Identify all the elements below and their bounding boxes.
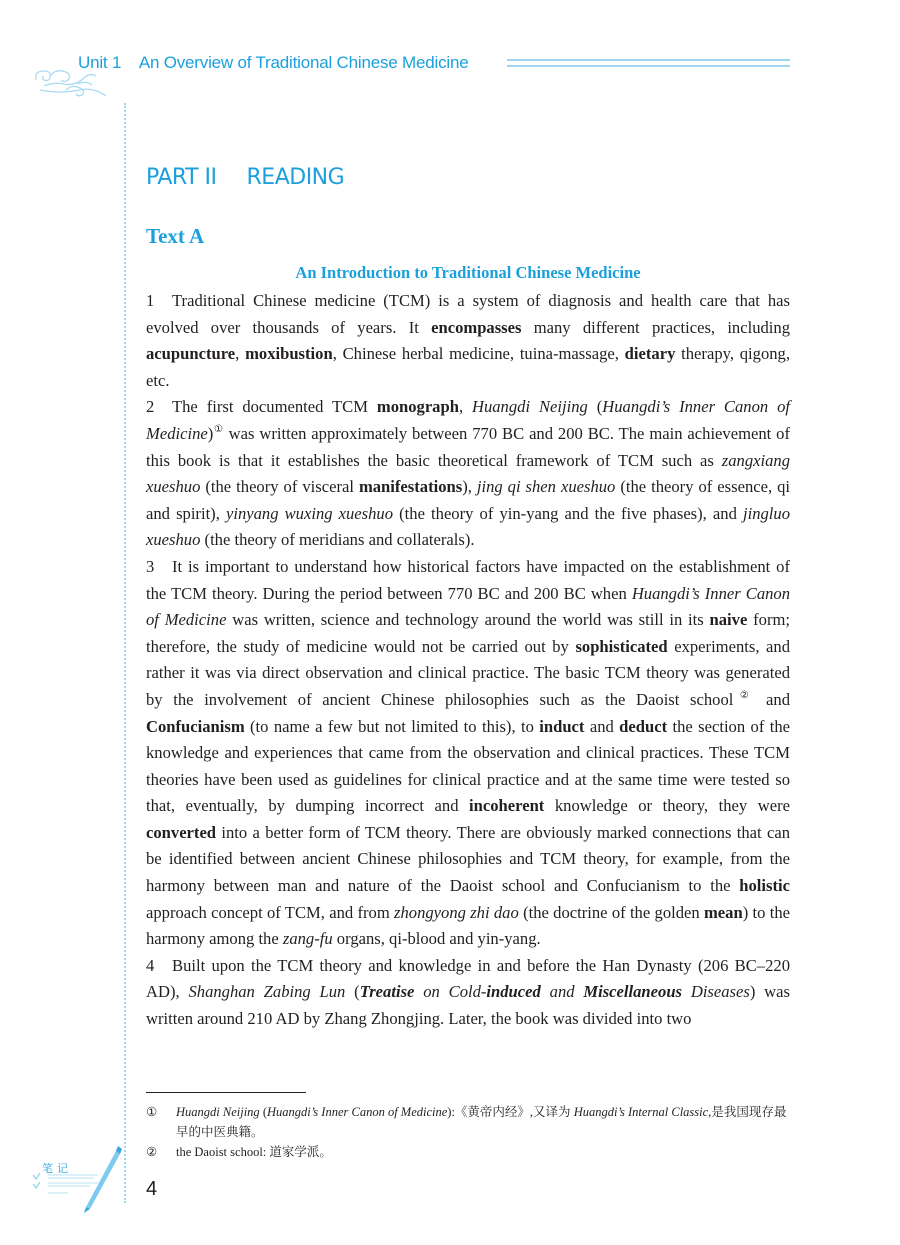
italic-term: zhongyong zhi dao <box>394 902 519 922</box>
vocab-term: Confucianism <box>146 716 245 736</box>
vocab-term: Treatise <box>359 982 415 1002</box>
footnote-mark: ② <box>146 1145 158 1159</box>
footnote-ref[interactable]: ② <box>733 689 756 701</box>
italic-term: zang-fu <box>282 929 333 949</box>
vocab-term: holistic <box>739 876 790 896</box>
italic-term: jingluo xueshuo <box>146 503 791 550</box>
part-heading <box>146 165 344 190</box>
paragraph: 3 It is important to understand how historical factors have impacted on the establishment of the TCM theory. During the period between 770 BC and 200 BC when Huangdi’s Inner Canon of Medicine was written, science and technology around the world was still in its naive form; therefore, the study of medicine would not be carried out by sophisticated experiments, and rather it was via direct observation and clinical practice. The basic TCM theory was generated by the involvement of ancient Chinese philosophies such as the Daoist school② and Confucianism (to name a few but not limited to this), to induct and deduct the section of the knowledge and experiences that came from the observation and clinical practices. These TCM theories have been used as guidelines for clinical practice and at the same time were tested so that, eventually, by dumping incorrect and incoherent knowledge or theory, they were converted into a better form of TCM theory. There are obviously marked connections that can be identified between ancient Chinese philosophies and TCM theory, for example, from the harmony between man and nature of the Daoist school and Confucianism to the holistic approach concept of TCM, and from zhongyong zhi dao (the doctrine of the golden mean) to the harmony among the zang-fu organs, qi-blood and yin-yang. <box>146 554 790 953</box>
vocab-term: moxibustion <box>245 344 333 364</box>
italic-term: Shanghan Zabing Lun <box>188 982 346 1002</box>
italic-term: Huangdi’s Inner Canon of Medicine <box>266 1105 448 1119</box>
italic-term: Huangdi Neijing <box>176 1105 260 1119</box>
italic-term: yinyang wuxing xueshuo <box>225 503 394 523</box>
vocab-term: sophisticated <box>575 636 668 656</box>
italic-term: Huangdi Neijing <box>471 397 588 417</box>
vocab-term: induced <box>486 982 541 1002</box>
header-double-rule <box>507 59 790 67</box>
article-title: An Introduction to Traditional Chinese Medicine <box>295 263 641 282</box>
vocab-term: encompasses <box>431 317 522 337</box>
footnote-rule <box>146 1092 306 1093</box>
paragraph: 1 Traditional Chinese medicine (TCM) is a system of diagnosis and health care that has evolved over thousands of years. It encompasses many different practices, including acupuncture, moxibustion, Chinese herbal medicine, tuina-massage, dietary therapy, qigong, etc. <box>146 288 790 394</box>
paragraph-number: 3 <box>146 556 155 576</box>
unit-number: Unit 1 <box>78 53 122 72</box>
paragraph-number: 4 <box>146 955 155 975</box>
italic-term: Huangdi’s Inner Canon of Medicine <box>146 583 791 630</box>
vocab-term: dietary <box>624 344 676 364</box>
paragraph-number: 1 <box>146 291 155 310</box>
italic-term: Huangdi’s Internal Classic <box>573 1105 709 1119</box>
footnote: ② the Daoist school: 道家学派。 <box>146 1142 790 1162</box>
vocab-term: induct <box>539 716 585 736</box>
vocab-term: monograph <box>376 397 459 417</box>
vocab-term: incoherent <box>469 796 545 816</box>
italic-term: on Cold- <box>414 982 487 1002</box>
part-number: PART II <box>146 165 217 190</box>
footnote-ref[interactable]: ① <box>213 423 224 435</box>
running-header <box>0 40 900 100</box>
vocab-term: mean <box>703 902 743 922</box>
paragraph-number: 2 <box>146 397 155 417</box>
italic-term: and <box>540 982 584 1002</box>
italic-term: Diseases <box>682 982 750 1002</box>
page-number: 4 <box>146 1178 158 1200</box>
vocab-term: naive <box>709 610 748 630</box>
vocab-term: Miscellaneous <box>583 982 683 1002</box>
paragraph: 2 The first documented TCM monograph, Huangdi Neijing (Huangdi’s Inner Canon of Medicine)① was written approximately between 770 BC and 200 BC. The main achievement of this book is that it establishes the basic theoretical framework of TCM such as zangxiang xueshuo (the theory of visceral manifestations), jing qi shen xueshuo (the theory of essence, qi and spirit), yinyang wuxing xueshuo (the theory of yin-yang and the five phases), and jingluo xueshuo (the theory of meridians and collaterals). <box>146 394 790 554</box>
vocab-term: deduct <box>619 716 668 736</box>
notes-pen-icon <box>28 1143 123 1213</box>
paragraph: 4 Built upon the TCM theory and knowledge in and before the Han Dynasty (206 BC–220 AD), Shanghan Zabing Lun (Treatise on Cold-induced and Miscellaneous Diseases) was written around 210 AD by Zhang Zhongjing. Later, the book was divided into two <box>146 953 790 1033</box>
article-body <box>146 288 790 1033</box>
unit-heading <box>78 53 469 73</box>
italic-term: zangxiang xueshuo <box>146 450 790 497</box>
part-title: READING <box>246 165 345 190</box>
text-label: Text A <box>146 224 205 248</box>
footnotes <box>146 1102 790 1162</box>
margin-dotted-rule <box>124 103 126 1203</box>
vocab-term: manifestations <box>358 477 463 497</box>
vocab-term: converted <box>146 822 217 842</box>
footnote: ① Huangdi Neijing (Huangdi’s Inner Canon of Medicine):《黄帝内经》,又译为 Huangdi’s Internal Classic,是我国现存最早的中医典籍。 <box>146 1102 790 1142</box>
notes-label: 笔记 <box>42 1162 72 1175</box>
vocab-term: acupuncture <box>146 344 236 364</box>
unit-title: An Overview of Traditional Chinese Medicine <box>138 53 469 72</box>
footnote-mark: ① <box>146 1105 158 1119</box>
italic-term: jing qi shen xueshuo <box>476 477 616 497</box>
italic-term: Huangdi’s Inner Canon of Medicine <box>146 397 790 443</box>
